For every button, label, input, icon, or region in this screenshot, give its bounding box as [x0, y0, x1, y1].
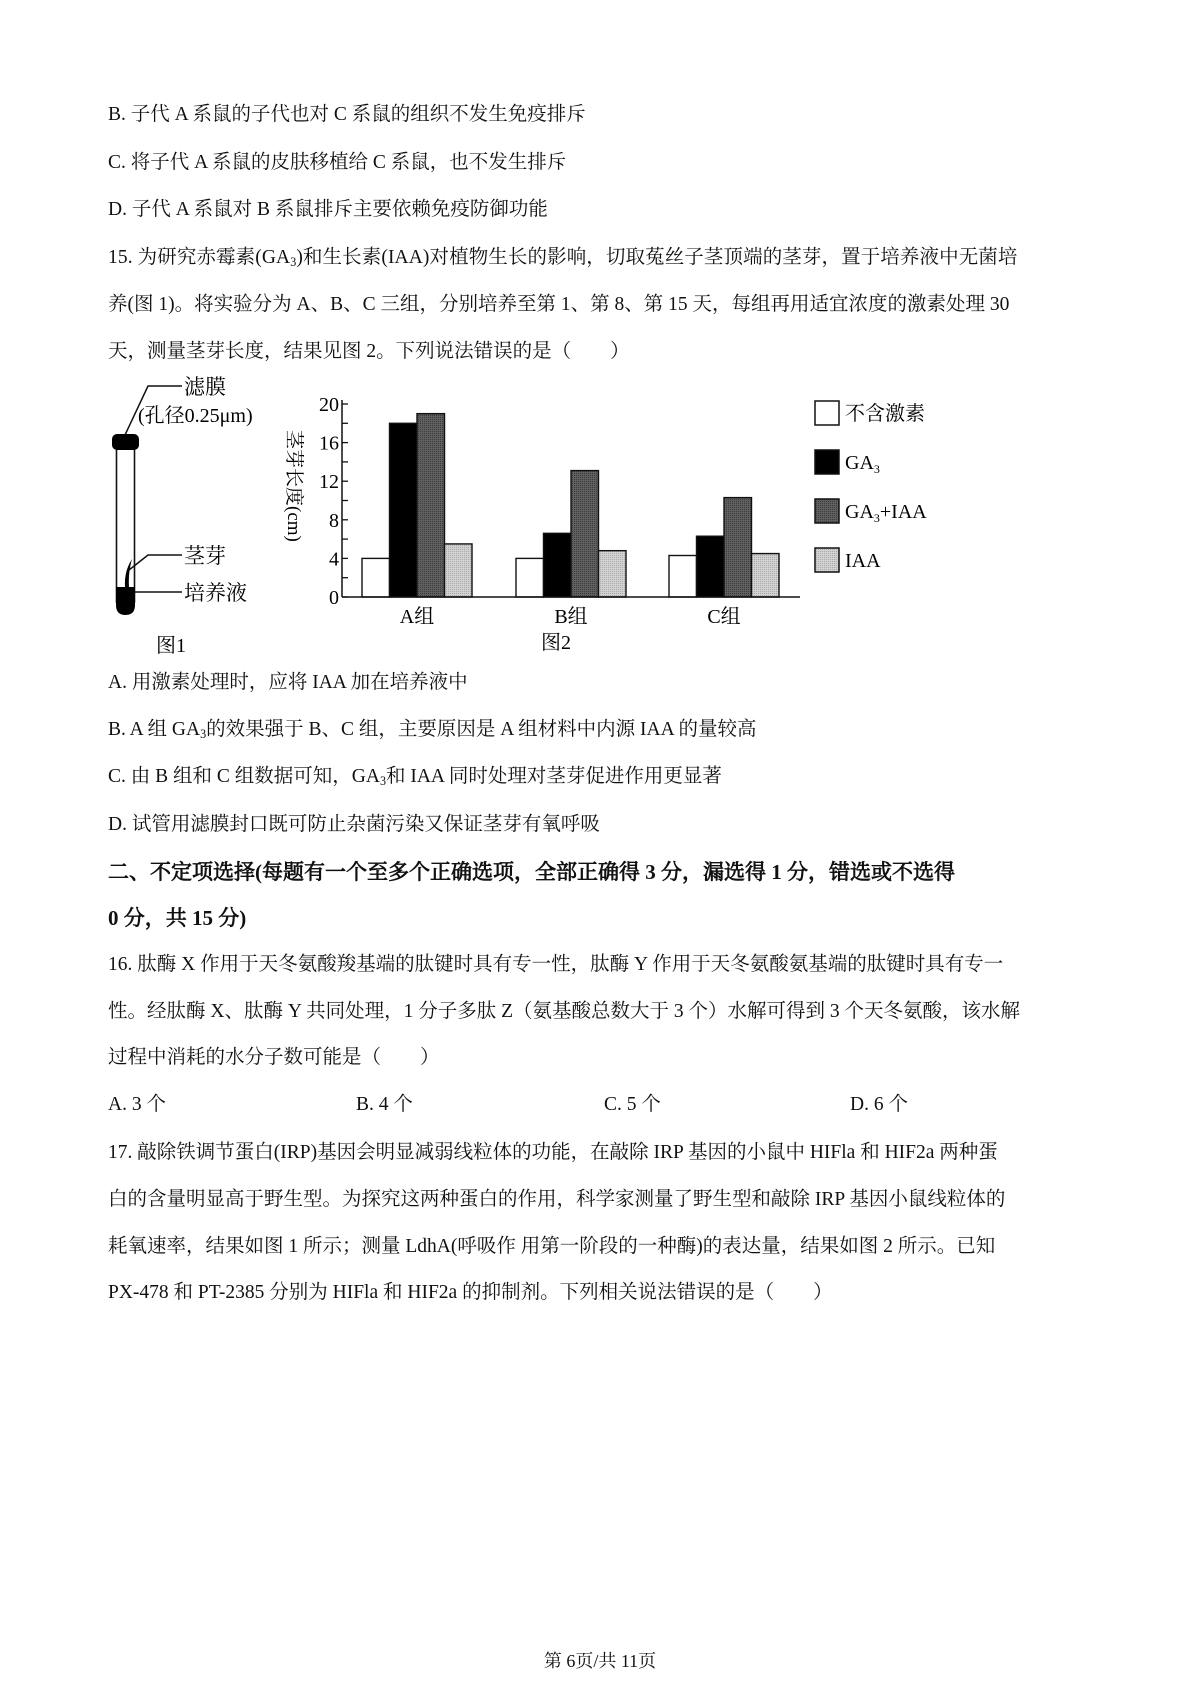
- option-text: 的效果强于 B、C 组，主要原因是 A 组材料中内源 IAA 的量较高: [206, 719, 757, 740]
- figure-2-bar-chart: [270, 385, 950, 660]
- q15-option-b: [108, 718, 757, 742]
- q15-stem-text: 15. 为研究赤霉素(GA: [108, 247, 291, 268]
- option-text: B. A 组 GA: [108, 719, 201, 740]
- y-tick-label: 8: [329, 509, 339, 532]
- legend-swatch: [815, 401, 839, 425]
- y-tick-label: 16: [319, 432, 339, 455]
- q16-option-a: A. 3 个: [108, 1094, 166, 1115]
- q14-option-c: C. 将子代 A 系鼠的皮肤移植给 C 系鼠，也不发生排斥: [108, 152, 567, 173]
- subscript: 3: [290, 255, 297, 270]
- label-pore-size: (孔径0.25μm): [138, 405, 253, 427]
- bar-C-series-3: [752, 554, 780, 597]
- page-number-footer: 第 6页/共 11页: [543, 1651, 657, 1671]
- q15-option-c: [108, 765, 722, 789]
- figure-1-caption: 图1: [156, 635, 186, 657]
- q15-stem-text: )和生长素(IAA)对植物生长的影响，切取菟丝子茎顶端的茎芽，置于培养液中无菌培: [296, 247, 1018, 268]
- section-2-heading-line2: 0 分，共 15 分): [108, 906, 247, 930]
- y-tick-label: 20: [319, 394, 339, 416]
- option-text: 和 IAA 同时处理对茎芽促进作用更显著: [385, 766, 722, 787]
- label-filter-membrane: 滤膜: [184, 375, 226, 399]
- filter-membrane-cap: [112, 434, 139, 450]
- q14-option-d: D. 子代 A 系鼠对 B 系鼠排斥主要依赖免疫防御功能: [108, 199, 548, 220]
- leader-line-shoot: [129, 555, 182, 570]
- section-2-heading-line1: 二、不定项选择(每题有一个至多个正确选项，全部正确得 3 分，漏选得 1 分，错选或不选得: [108, 860, 955, 884]
- q16-stem-line2: 性。经肽酶 X、肽酶 Y 共同处理，1 分子多肽 Z（氨基酸总数大于 3 个）水解可得到 3 个天冬氨酸，该水解: [108, 1001, 1020, 1022]
- x-category-label: C组: [707, 606, 741, 628]
- culture-medium-fill: [116, 587, 135, 615]
- bar-A-series-1: [390, 423, 418, 597]
- bar-B-series-2: [571, 471, 599, 597]
- bar-C-series-1: [697, 536, 725, 597]
- legend-label: $GA_3+IAA$: [845, 501, 927, 525]
- y-tick-label: 12: [319, 471, 339, 494]
- q17-stem-line4: PX-478 和 PT-2385 分别为 HIFla 和 HIF2a 的抑制剂。下列相关说法错误的是（ ）: [108, 1282, 833, 1303]
- legend-label: IAA: [845, 550, 881, 572]
- option-text: C. 由 B 组和 C 组数据可知，GA: [108, 766, 380, 787]
- legend-label: $GA_3$: [845, 452, 880, 476]
- bar-C-series-2: [724, 498, 752, 597]
- q16-option-c: C. 5 个: [604, 1094, 661, 1115]
- q15-option-a: A. 用激素处理时，应将 IAA 加在培养液中: [108, 672, 468, 693]
- subscript: 3: [379, 774, 386, 789]
- q14-option-b: B. 子代 A 系鼠的子代也对 C 系鼠的组织不发生免疫排斥: [108, 104, 586, 125]
- bar-A-series-0: [362, 558, 390, 597]
- figure-1-test-tube: [100, 375, 290, 660]
- q16-stem-line1: 16. 肽酶 X 作用于天冬氨酸羧基端的肽键时具有专一性，肽酶 Y 作用于天冬氨酸氨基端的肽键时具有专一: [108, 954, 1004, 975]
- y-axis-label: 茎芽长度(cm): [283, 430, 304, 542]
- figure-2-caption: 图2: [541, 632, 571, 654]
- q15-stem-line3: 天，测量茎芽长度，结果见图 2。下列说法错误的是（ ）: [108, 341, 630, 362]
- q17-stem-line1: 17. 敲除铁调节蛋白(IRP)基因会明显减弱线粒体的功能，在敲除 IRP 基因的小鼠中 HIFla 和 HIF2a 两种蛋: [108, 1142, 998, 1163]
- q17-stem-line3: 耗氧速率，结果如图 1 所示；测量 LdhA(呼吸作 用第一阶段的一种酶)的表达量，结果如图 2 所示。已知: [108, 1236, 996, 1257]
- x-category-label: B组: [554, 606, 588, 628]
- q16-stem-line3: 过程中消耗的水分子数可能是（ ）: [108, 1047, 440, 1068]
- y-tick-label: 0: [329, 587, 339, 609]
- q15-stem-line1: [108, 246, 1018, 270]
- bar-B-series-1: [544, 533, 572, 597]
- legend-swatch: [815, 450, 839, 474]
- legend-swatch: [815, 548, 839, 572]
- label-stem-shoot: 茎芽: [184, 544, 226, 568]
- bar-B-series-3: [599, 551, 627, 597]
- bar-B-series-0: [516, 558, 544, 597]
- legend-label: 不含激素: [845, 403, 925, 425]
- bar-A-series-2: [417, 414, 445, 597]
- legend-swatch: [815, 499, 839, 523]
- bar-C-series-0: [669, 556, 697, 597]
- q16-option-d: D. 6 个: [850, 1094, 908, 1115]
- q15-stem-line2: 养(图 1)。将实验分为 A、B、C 三组，分别培养至第 1、第 8、第 15 天，每组再用适宜浓度的激素处理 30: [108, 294, 1010, 315]
- subscript: 3: [200, 727, 207, 742]
- label-culture-medium: 培养液: [184, 581, 247, 605]
- q15-option-d: D. 试管用滤膜封口既可防止杂菌污染又保证茎芽有氧呼吸: [108, 814, 600, 835]
- y-tick-label: 4: [329, 548, 339, 571]
- x-category-label: A组: [399, 606, 435, 628]
- q17-stem-line2: 白的含量明显高于野生型。为探究这两种蛋白的作用，科学家测量了野生型和敲除 IRP 基因小鼠线粒体的: [108, 1189, 1006, 1210]
- q16-option-b: B. 4 个: [356, 1094, 413, 1115]
- bar-A-series-3: [445, 544, 473, 597]
